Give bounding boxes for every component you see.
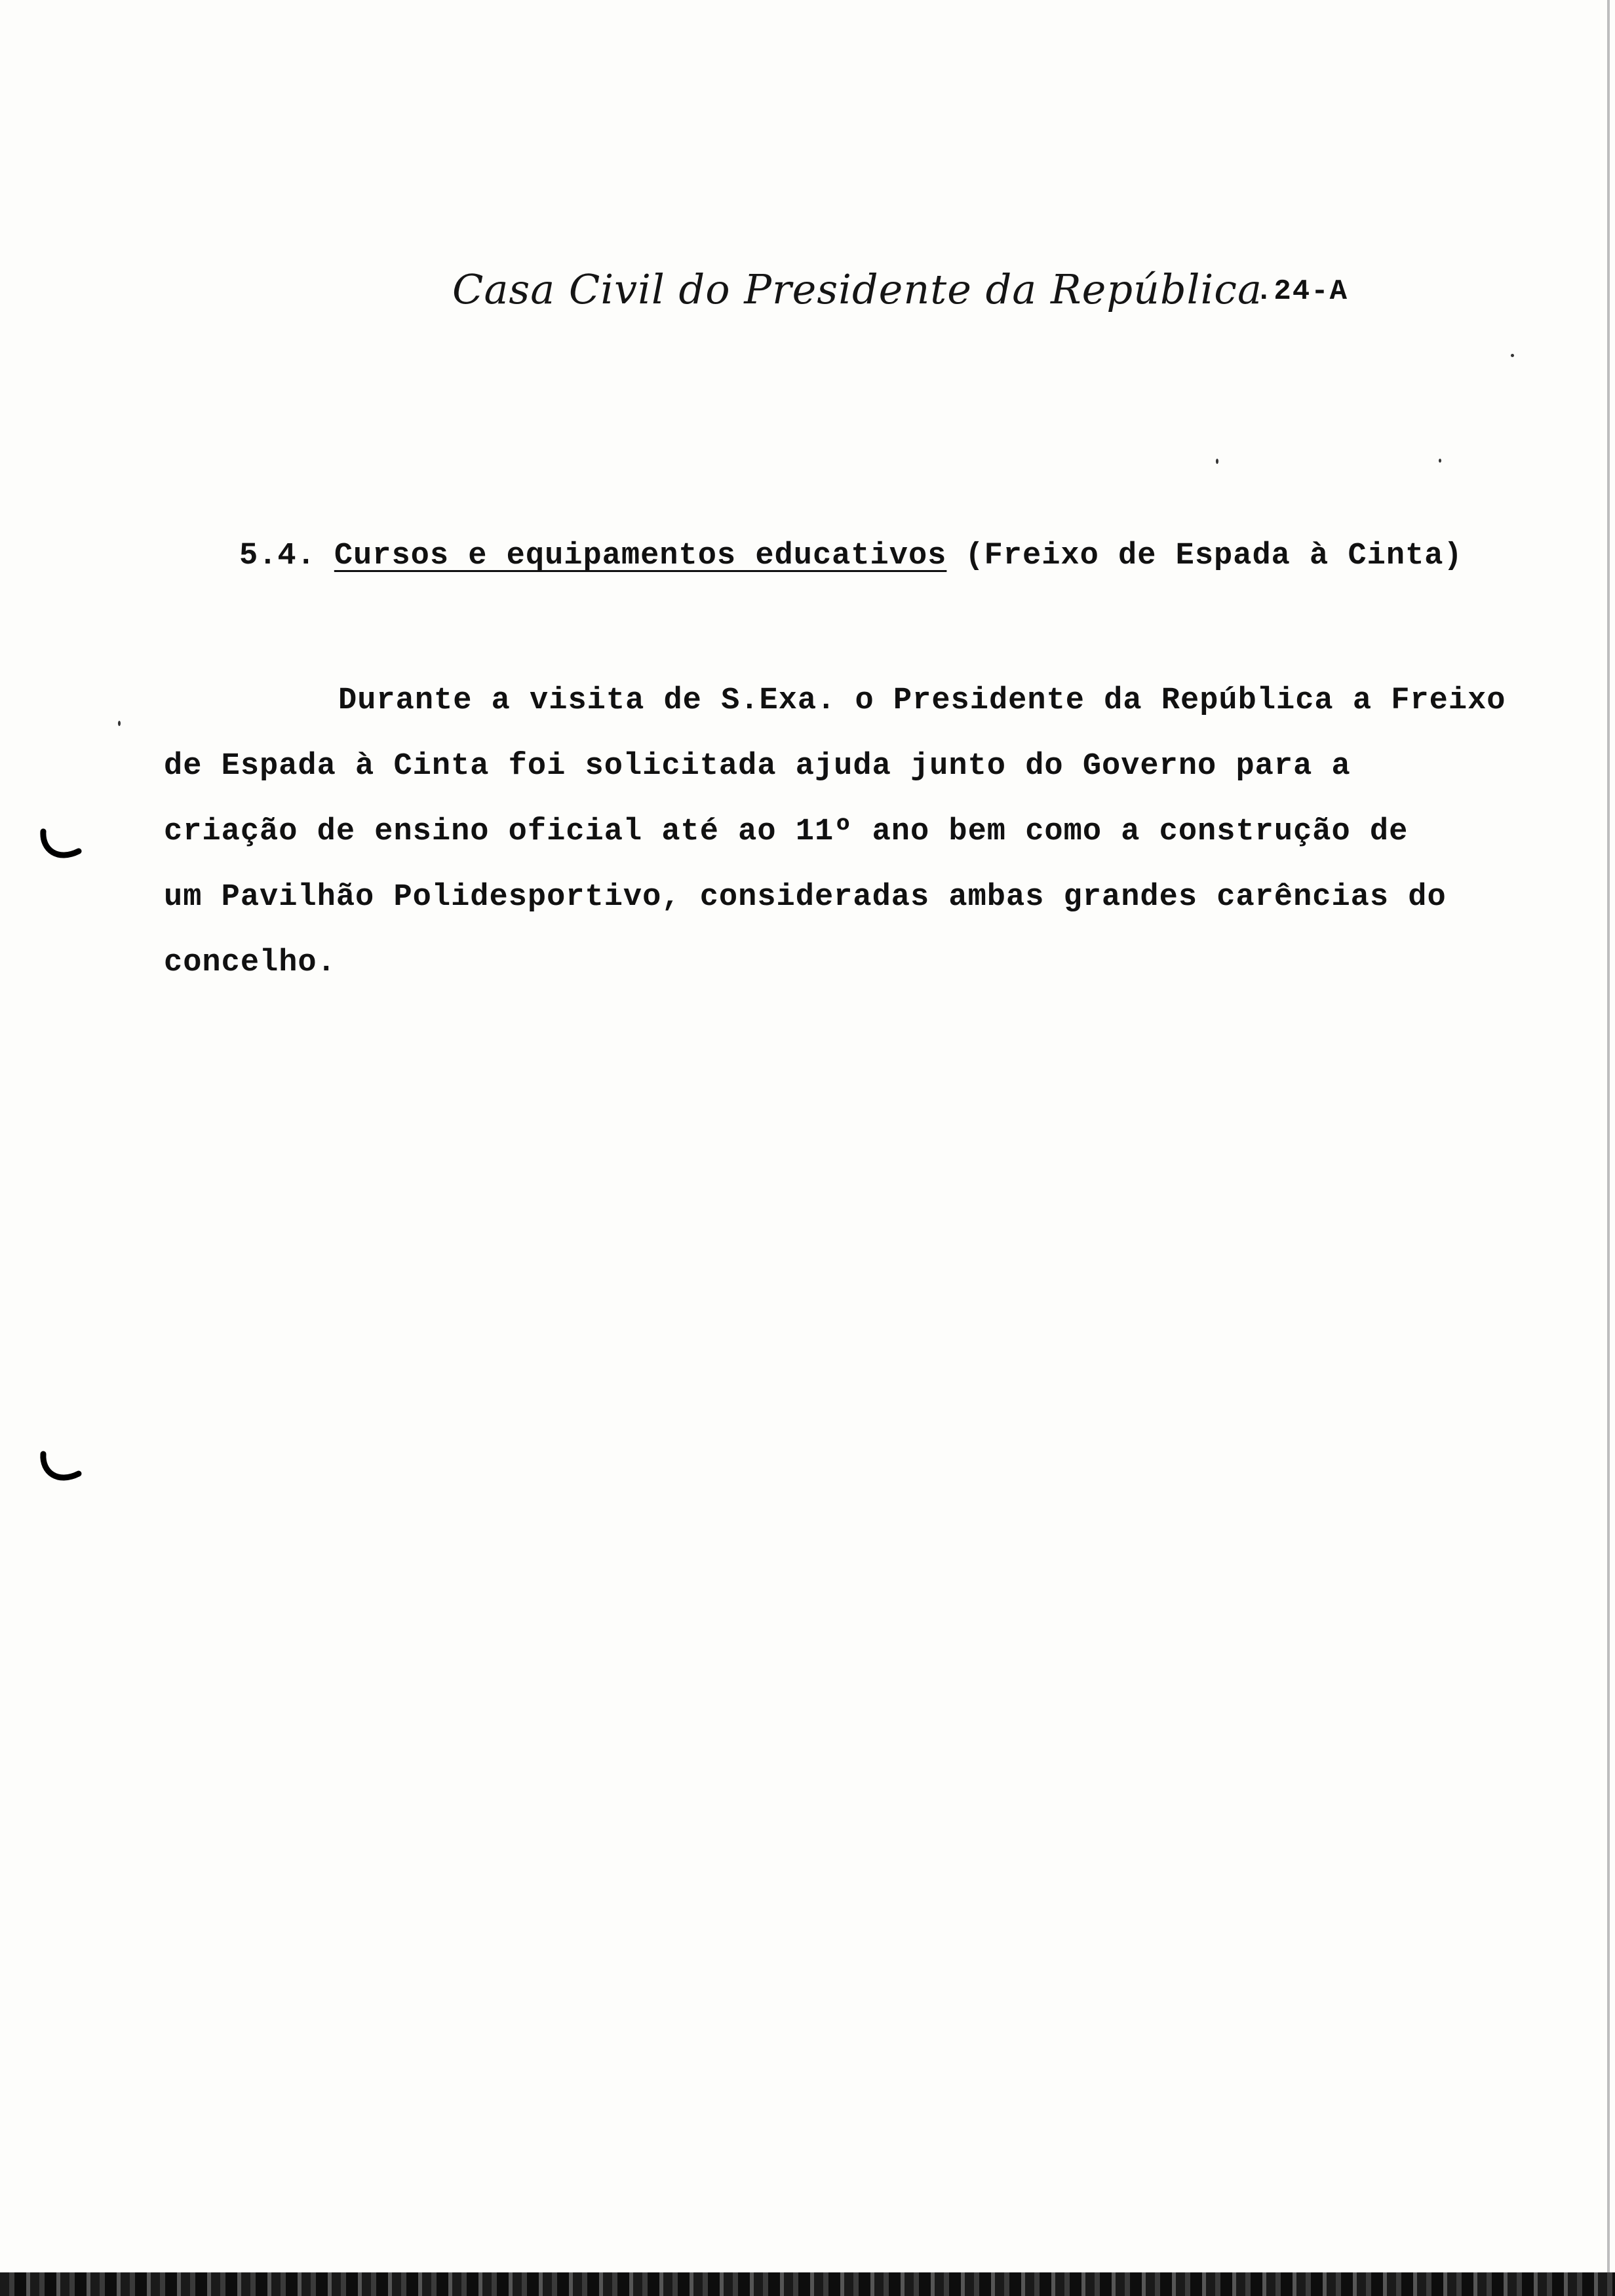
binder-hole-mark-icon (38, 1445, 84, 1491)
body-line: criação de ensino oficial até ao 11º ano bem como a construção de (164, 814, 1409, 849)
page-right-edge (1607, 0, 1610, 2274)
body-line: um Pavilhão Polidesportivo, consideradas ambas grandes carências do (164, 880, 1447, 915)
section-place: (Freixo de Espada à Cinta) (965, 539, 1463, 573)
section-number: 5.4. (239, 539, 316, 573)
scan-speck (1216, 459, 1218, 464)
body-line: de Espada à Cinta foi solicitada ajuda junto do Governo para a (164, 749, 1351, 784)
binder-hole-mark-icon (38, 822, 84, 868)
page-number: .24-A (1255, 275, 1349, 308)
body-paragraph (164, 668, 1527, 996)
scan-bottom-edge (0, 2272, 1615, 2296)
scan-speck (118, 721, 121, 726)
scan-speck (1511, 354, 1514, 357)
body-line: Durante a visita de S.Exa. o Presidente da República a Freixo (338, 683, 1506, 718)
section-heading (239, 539, 1463, 573)
section-title: Cursos e equipamentos educativos (334, 539, 947, 573)
body-line: concelho. (164, 946, 336, 980)
letterhead-title: Casa Civil do Presidente da República (452, 265, 1262, 313)
scan-speck (1439, 459, 1441, 463)
